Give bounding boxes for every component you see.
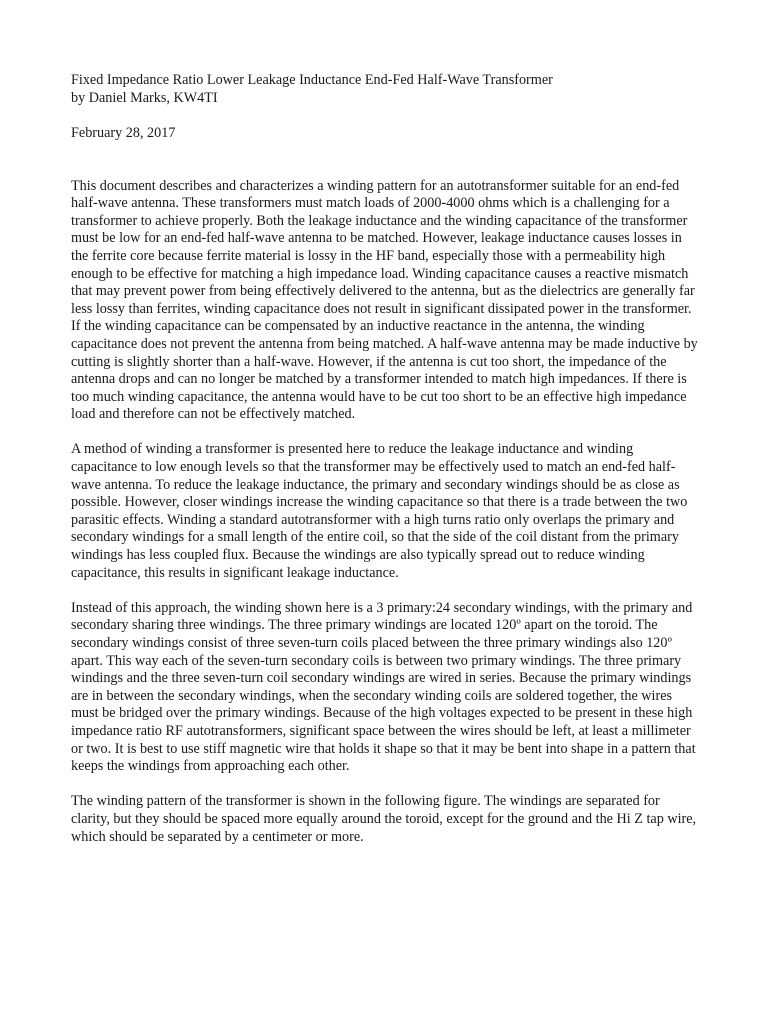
document-page (71, 72, 699, 864)
document-title: Fixed Impedance Ratio Lower Leakage Inductance End-Fed Half-Wave Transformer (71, 72, 553, 88)
paragraph-figure-intro: The winding pattern of the transformer is shown in the following figure. The windings are separated for clarity, but they should be spaced more equally around the toroid, except for the ground and the Hi Z tap wire, which should be separated by a centimeter or more. (71, 793, 697, 845)
document-byline: by Daniel Marks, KW4TI (71, 89, 218, 106)
title-block (71, 72, 699, 107)
document-date: February 28, 2017 (71, 124, 176, 141)
paragraph-winding-method: A method of winding a transformer is presented here to reduce the leakage inductance and winding capacitance to low enough levels so that the transformer may be effectively used to match an end-fed half-wave antenna. To reduce the leakage inductance, the primary and secondary windings should be as close as possible. However, closer windings increase the winding capacitance so that there is a trade between the two parasitic effects. Winding a standard autotransformer with a high turns ratio only overlaps the primary and secondary windings for a small length of the entire coil, so that the side of the coil distant from the primary windings has less coupled flux. Because the windings are also typically spread out to reduce winding capacitance, this results in significant leakage inductance. (71, 441, 688, 581)
paragraph-winding-approach: Instead of this approach, the winding shown here is a 3 primary:24 secondary windings, with the primary and secondary sharing three windings. The three primary windings are located 120º apart on the toroid. The secondary windings consist of three seven-turn coils placed between the three primary windings also 120º apart. This way each of the seven-turn secondary coils is between two primary windings. The three primary windings and the three seven-turn coil secondary windings are wired in series. Because the primary windings are in between the secondary windings, when the secondary winding coils are soldered together, the wires must be bridged over the primary windings. Because of the high voltages expected to be present in these high impedance ratio RF autotransformers, significant space between the wires should be left, at least a millimeter or two. It is best to use stiff magnetic wire that holds it shape so that it may be bent into shape in a pattern that keeps the windings from approaching each other. (71, 599, 696, 775)
document-body (71, 178, 699, 847)
paragraph-introduction: This document describes and characterizes a winding pattern for an autotransformer suitable for an end-fed half-wave antenna. These transformers must match loads of 2000-4000 ohms which is a challenging for a transformer to achieve properly. Both the leakage inductance and the winding capacitance of the transformer must be low for an end-fed half-wave antenna to be matched. However, leakage inductance causes losses in the ferrite core because ferrite material is lossy in the HF band, especially those with a permeability high enough to be effective for matching a high impedance load. Winding capacitance causes a reactive mismatch that may prevent power from being effectively delivered to the antenna, but as the dielectrics are generally far less lossy than ferrites, winding capacitance does not result in significant dissipated power in the transformer. If the winding capacitance can be compensated by an inductive reactance in the antenna, the winding capacitance does not prevent the antenna from being matched. A half-wave antenna may be made inductive by cutting is slightly shorter than a half-wave. However, if the antenna is cut too short, the impedance of the antenna drops and can no longer be matched by a transformer intended to match high impedances. If there is too much winding capacitance, the antenna would have to be cut too short to be an effective high impedance load and therefore can not be effectively matched. (71, 177, 698, 423)
